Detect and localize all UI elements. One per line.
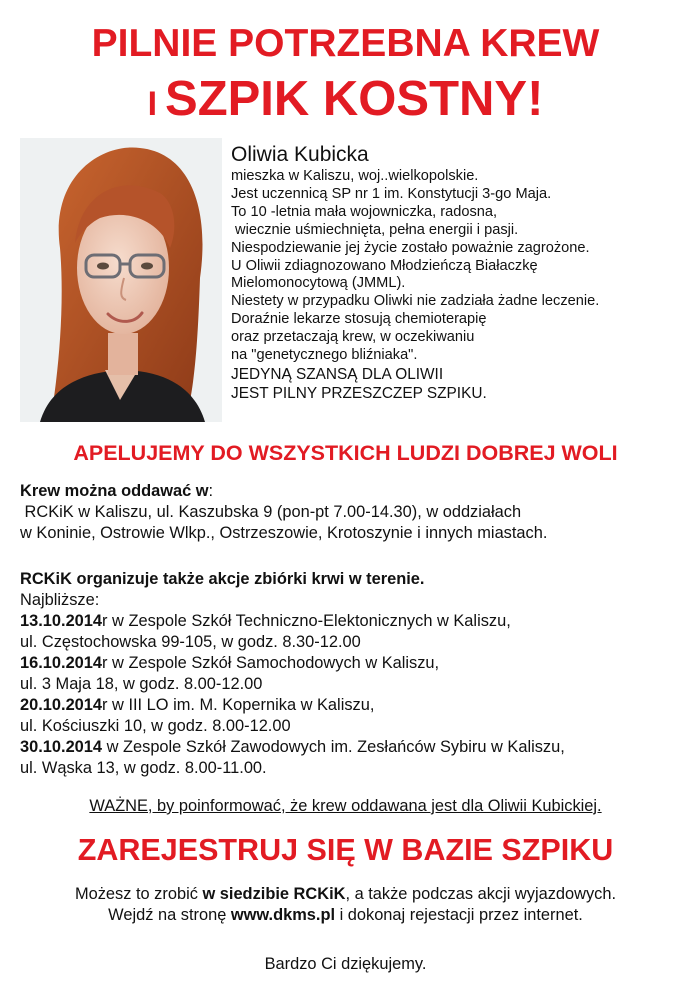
bio-caps-line: JEDYNĄ SZANSĄ DLA OLIWII: [231, 365, 444, 383]
bio-line: na "genetycznego bliźniaka".: [231, 347, 418, 364]
info-text: , a także podczas akcji wyjazdowych.: [345, 885, 617, 903]
info-line: [0, 905, 691, 926]
actions-section: [20, 569, 680, 779]
event-date: 20.10.2014: [20, 696, 103, 714]
headline-conjunction: I: [147, 85, 158, 123]
bio-line: Jest uczennicą SP nr 1 im. Konstytucji 3-go Maja.: [231, 185, 552, 202]
info-text: Wejdź na stronę: [108, 906, 231, 924]
event-place: r w Zespole Szkół Techniczno-Elektonicznych w Kaliszu,: [102, 612, 511, 630]
bio-line: Mielomonocytową (JMML).: [231, 275, 406, 292]
donation-heading-colon: :: [208, 482, 214, 500]
donation-line: w Koninie, Ostrowie Wlkp., Ostrzeszowie, Krotoszynie i innych miastach.: [20, 524, 548, 542]
event-line: [20, 737, 680, 758]
info-text: i dokonaj rejestacji przez internet.: [335, 906, 583, 924]
donation-line: RCKiK w Kaliszu, ul. Kaszubska 9 (pon-pt 7.00-14.30), w oddziałach: [20, 503, 522, 521]
bio-line: mieszka w Kaliszu, woj..wielkopolskie.: [231, 168, 479, 184]
actions-subheading: Najbliższe:: [20, 591, 100, 609]
info-location: w siedzibie RCKiK: [202, 885, 346, 903]
event-address: ul. Częstochowska 99-105, w godz. 8.30-12.00: [20, 633, 361, 651]
bio-line: oraz przetaczają krew, w oczekiwaniu: [231, 329, 475, 346]
headline-bone-marrow-text: SZPIK KOSTNY!: [165, 72, 544, 126]
event-address: ul. Wąska 13, w godz. 8.00-11.00.: [20, 759, 267, 777]
donation-heading-text: Krew można oddawać w: [20, 482, 209, 500]
bio-line: Niestety w przypadku Oliwki nie zadziała żadne leczenie.: [231, 293, 600, 310]
important-note-text: WAŻNE, by poinformować, że krew oddawana jest dla Oliwii Kubickiej.: [89, 797, 602, 815]
bio-line: wiecznie uśmiechnięta, pełna energii i pasji.: [231, 221, 519, 238]
child-photo: [20, 138, 222, 422]
event-address: ul. Kościuszki 10, w godz. 8.00-12.00: [20, 717, 291, 735]
event-date: 16.10.2014: [20, 654, 103, 672]
actions-heading: RCKiK organizuje także akcje zbiórki krwi w terenie.: [20, 570, 425, 588]
event-place: r w Zespole Szkół Samochodowych w Kaliszu,: [102, 654, 440, 672]
event-line: [20, 653, 680, 674]
bio-line: Niespodziewanie jej życie zostało poważnie zagrożone.: [231, 239, 590, 256]
register-heading: ZAREJESTRUJ SIĘ W BAZIE SZPIKU: [77, 833, 614, 867]
event-line: [20, 695, 680, 716]
event-address: ul. 3 Maja 18, w godz. 8.00-12.00: [20, 675, 263, 693]
website-link[interactable]: www.dkms.pl: [230, 906, 336, 924]
event-place: w Zespole Szkół Zawodowych im. Zesłańców Sybiru w Kaliszu,: [102, 738, 565, 756]
event-date: 13.10.2014: [20, 612, 103, 630]
info-text: Możesz to zrobić: [74, 885, 203, 903]
headline-blood-needed: PILNIE POTRZEBNA KREW: [91, 22, 600, 65]
bio-caps-line: JEST PILNY PRZESZCZEP SZPIKU.: [231, 385, 487, 403]
bio-line: To 10 -letnia mała wojowniczka, radosna,: [231, 203, 498, 220]
info-line: [0, 884, 691, 905]
registration-info: [0, 884, 691, 926]
donation-section: [20, 481, 680, 544]
event-place: r w III LO im. M. Kopernika w Kaliszu,: [102, 696, 375, 714]
important-note: [0, 796, 691, 817]
person-name: Oliwia Kubicka: [231, 143, 369, 166]
event-date: 30.10.2014: [20, 738, 103, 756]
headline-bone-marrow: [0, 70, 691, 133]
event-line: [20, 611, 680, 632]
appeal-heading: APELUJEMY DO WSZYSTKICH LUDZI DOBREJ WOLI: [73, 441, 618, 465]
person-bio: [231, 168, 686, 404]
bio-line: Doraźnie lekarze stosują chemioterapię: [231, 311, 487, 328]
donation-heading: [20, 481, 680, 502]
bio-line: U Oliwii zdiagnozowano Młodzieńczą Białaczkę: [231, 257, 538, 274]
thanks-note: Bardzo Ci dziękujemy.: [264, 955, 427, 973]
